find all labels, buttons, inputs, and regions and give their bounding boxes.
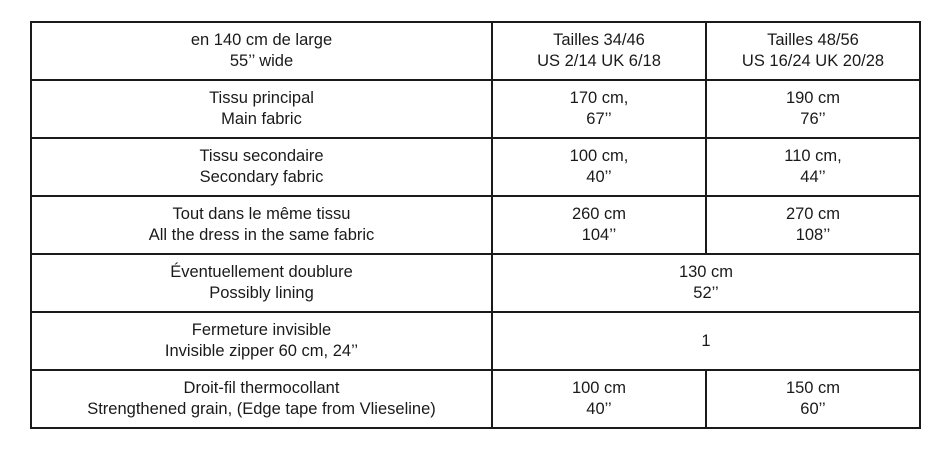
size-range-a-header <box>492 22 706 80</box>
row-label-fr: Tissu secondaire <box>199 147 324 165</box>
size-range-a-fr: Tailles 34/46 <box>553 31 645 49</box>
row-label-cell <box>31 312 492 370</box>
table-row-zipper <box>31 312 920 370</box>
table-row-same-fabric <box>31 196 920 254</box>
row-label-en: Invisible zipper 60 cm, 24’’ <box>164 342 359 360</box>
size-b-value-cell <box>706 196 920 254</box>
value-inches: 67’’ <box>586 110 612 128</box>
row-label-en: Strengthened grain, (Edge tape from Vlieseline) <box>87 400 436 418</box>
size-b-value-cell <box>706 138 920 196</box>
row-label-en: Possibly lining <box>209 284 314 302</box>
size-range-b-header <box>706 22 920 80</box>
value-cm: 100 cm, <box>569 147 629 165</box>
value-inches: 40’’ <box>586 400 612 418</box>
width-label-en: 55’’ wide <box>229 52 294 70</box>
size-range-b-fr: Tailles 48/56 <box>767 31 859 49</box>
table-row-lining <box>31 254 920 312</box>
value-inches: 52’’ <box>693 284 719 302</box>
value-inches: 76’’ <box>800 110 826 128</box>
header-row <box>31 22 920 80</box>
table-row-edge-tape <box>31 370 920 428</box>
table-row-secondary-fabric <box>31 138 920 196</box>
value-cm: 170 cm, <box>569 89 629 107</box>
row-label-fr: Fermeture invisible <box>191 321 332 339</box>
value-cm: 130 cm <box>678 263 734 281</box>
all-sizes-value-cell <box>492 254 920 312</box>
size-range-a-us-uk: US 2/14 UK 6/18 <box>537 52 661 70</box>
row-label-fr: Droit-fil thermocollant <box>183 379 340 397</box>
value-cm: 190 cm <box>785 89 841 107</box>
row-label-en: Secondary fabric <box>199 168 324 186</box>
size-a-value-cell <box>492 196 706 254</box>
all-sizes-value-cell <box>492 312 920 370</box>
value-inches: 108’’ <box>795 226 831 244</box>
value-cm: 110 cm, <box>784 147 842 165</box>
value-cm: 270 cm <box>785 205 841 223</box>
size-b-value-cell <box>706 370 920 428</box>
row-label-cell <box>31 370 492 428</box>
size-range-b-us-uk: US 16/24 UK 20/28 <box>741 52 885 70</box>
row-label-en: Main fabric <box>221 110 302 128</box>
value-inches: 104’’ <box>581 226 617 244</box>
size-a-value-cell <box>492 370 706 428</box>
value-cm: 260 cm <box>571 205 627 223</box>
row-label-cell <box>31 80 492 138</box>
size-a-value-cell <box>492 80 706 138</box>
row-label-fr: Tissu principal <box>209 89 314 107</box>
value-cm: 100 cm <box>571 379 627 397</box>
row-label-en: All the dress in the same fabric <box>148 226 375 244</box>
value-inches: 60’’ <box>800 400 826 418</box>
row-label-cell <box>31 254 492 312</box>
table-row-main-fabric <box>31 80 920 138</box>
row-label-fr: Éventuellement doublure <box>170 263 353 281</box>
value-inches: 40’’ <box>586 168 612 186</box>
row-label-cell <box>31 196 492 254</box>
value-cm: 150 cm <box>785 379 841 397</box>
size-b-value-cell <box>706 80 920 138</box>
row-label-fr: Tout dans le même tissu <box>172 205 351 223</box>
value-quantity: 1 <box>701 331 711 350</box>
width-label-fr: en 140 cm de large <box>190 31 333 49</box>
row-label-cell <box>31 138 492 196</box>
value-inches: 44’’ <box>800 168 826 186</box>
fabric-requirements-table <box>30 21 921 429</box>
size-a-value-cell <box>492 138 706 196</box>
width-label-cell <box>31 22 492 80</box>
